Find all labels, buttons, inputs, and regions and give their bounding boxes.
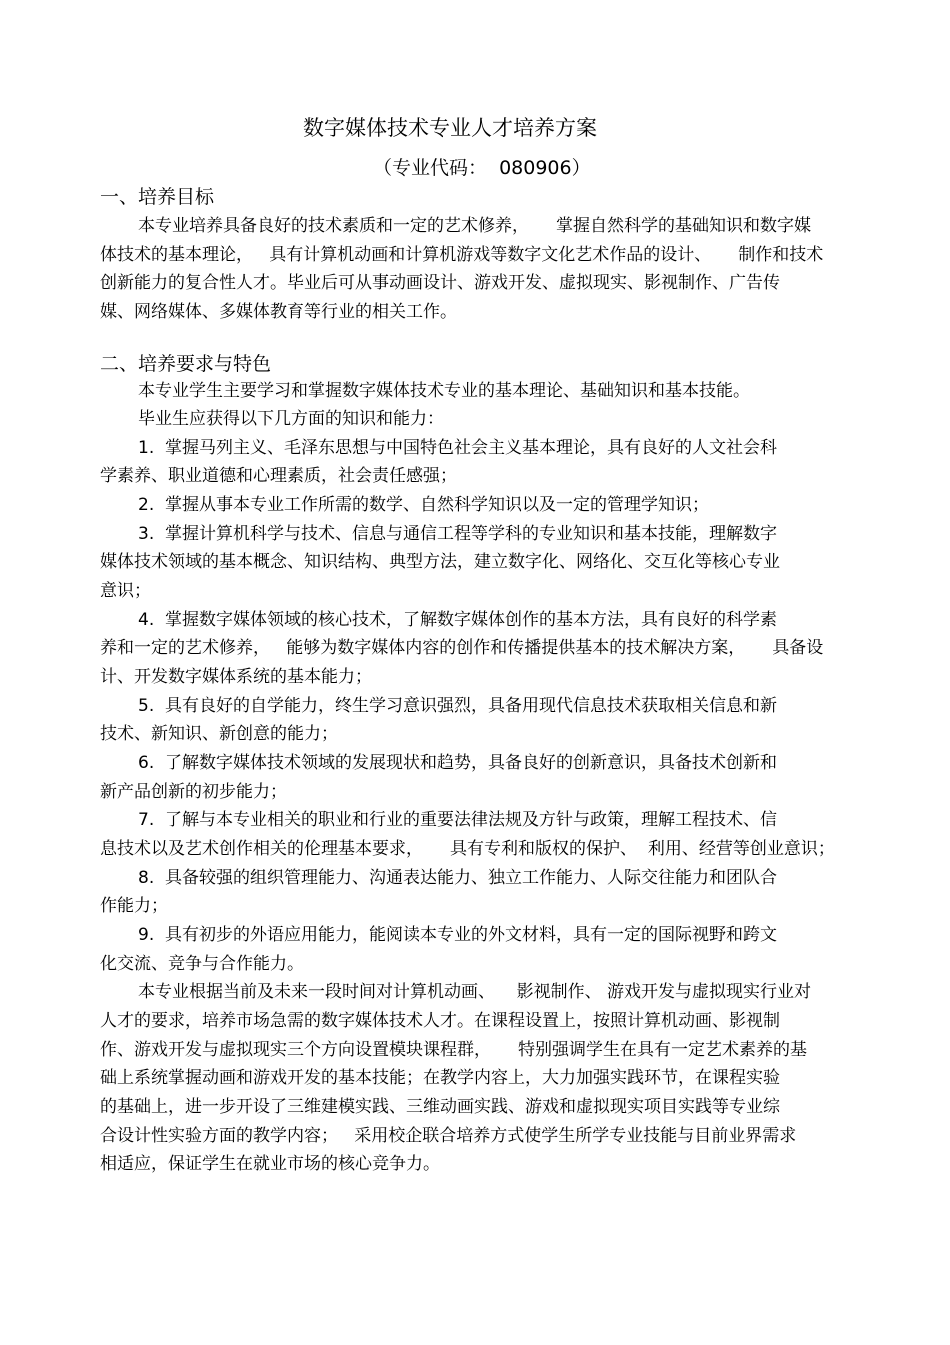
section2-line: 相适应，保证学生在就业市场的核心竞争力。 xyxy=(100,1154,440,1174)
section2-line: 新产品创新的初步能力； xyxy=(100,782,287,802)
section2-line: 息技术以及艺术创作相关的伦理基本要求， 具有专利和版权的保护、 利用、经营等创业意识； xyxy=(100,839,835,859)
section2-line: 媒体技术领域的基本概念、知识结构、典型方法，建立数字化、网络化、交互化等核心专业 xyxy=(100,552,780,572)
section2-line: 作能力； xyxy=(100,896,168,916)
section1-line: 本专业培养具备良好的技术素质和一定的艺术修养， 掌握自然科学的基础知识和数字媒 xyxy=(138,216,812,236)
section2-line: 础上系统掌握动画和游戏开发的基本技能；在教学内容上，大力加强实践环节，在课程实验 xyxy=(100,1068,780,1088)
section2-line: 9. 具有初步的外语应用能力，能阅读本专业的外文材料，具有一定的国际视野和跨文 xyxy=(138,925,778,945)
section2-line: 本专业学生主要学习和掌握数字媒体技术专业的基本理论、基础知识和基本技能。 xyxy=(138,381,750,401)
section2-line: 7. 了解与本专业相关的职业和行业的重要法律法规及方针与政策，理解工程技术、信 xyxy=(138,810,778,830)
section2-line: 学素养、职业道德和心理素质，社会责任感强； xyxy=(100,466,457,486)
section2-line: 人才的要求，培养市场急需的数字媒体技术人才。在课程设置上，按照计算机动画、影视制 xyxy=(100,1011,780,1031)
section2-line: 作、游戏开发与虚拟现实三个方向设置模块课程群， 特别强调学生在具有一定艺术素养的基 xyxy=(100,1040,808,1060)
section2-line: 养和一定的艺术修养， 能够为数字媒体内容的创作和传播提供基本的技术解决方案， 具备设 xyxy=(100,638,824,658)
section2-line: 计、开发数字媒体系统的基本能力； xyxy=(100,667,372,687)
section2-line: 5. 具有良好的自学能力，终生学习意识强烈，具备用现代信息技术获取相关信息和新 xyxy=(138,696,778,716)
section2-line: 4. 掌握数字媒体领域的核心技术，了解数字媒体创作的基本方法，具有良好的科学素 xyxy=(138,610,778,630)
section1-line: 创新能力的复合性人才。毕业后可从事动画设计、游戏开发、虚拟现实、影视制作、广告传 xyxy=(100,273,780,293)
doc-title: 数字媒体技术专业人才培养方案 xyxy=(303,116,597,140)
section2-line: 合设计性实验方面的教学内容； 采用校企联合培养方式使学生所学专业技能与目前业界需求 xyxy=(100,1126,797,1146)
section2-line: 意识； xyxy=(100,581,151,601)
section2-line: 技术、新知识、新创意的能力； xyxy=(100,724,338,744)
section2-line: 1. 掌握马列主义、毛泽东思想与中国特色社会主义基本理论，具有良好的人文社会科 xyxy=(138,438,778,458)
section2-line: 毕业生应获得以下几方面的知识和能力： xyxy=(138,409,444,429)
section1-heading: 一、培养目标 xyxy=(100,186,215,208)
section2-line: 本专业根据当前及未来一段时间对计算机动画、 影视制作、 游戏开发与虚拟现实行业对 xyxy=(138,982,812,1002)
section1-line: 媒、网络媒体、多媒体教育等行业的相关工作。 xyxy=(100,302,457,322)
section2-line: 2. 掌握从事本专业工作所需的数学、自然科学知识以及一定的管理学知识； xyxy=(138,495,710,515)
section2-line: 化交流、竞争与合作能力。 xyxy=(100,954,304,974)
section2-heading: 二、培养要求与特色 xyxy=(100,353,272,375)
section2-line: 8. 具备较强的组织管理能力、沟通表达能力、独立工作能力、人际交往能力和团队合 xyxy=(138,868,778,888)
section2-line: 的基础上，进一步开设了三维建模实践、三维动画实践、游戏和虚拟现实项目实践等专业综 xyxy=(100,1097,780,1117)
section2-line: 6. 了解数字媒体技术领域的发展现状和趋势，具备良好的创新意识，具备技术创新和 xyxy=(138,753,778,773)
major-code: （专业代码： 080906） xyxy=(373,157,591,179)
section2-line: 3. 掌握计算机科学与技术、信息与通信工程等学科的专业知识和基本技能，理解数字 xyxy=(138,524,778,544)
section1-line: 体技术的基本理论， 具有计算机动画和计算机游戏等数字文化艺术作品的设计、 制作和技术 xyxy=(100,245,824,265)
